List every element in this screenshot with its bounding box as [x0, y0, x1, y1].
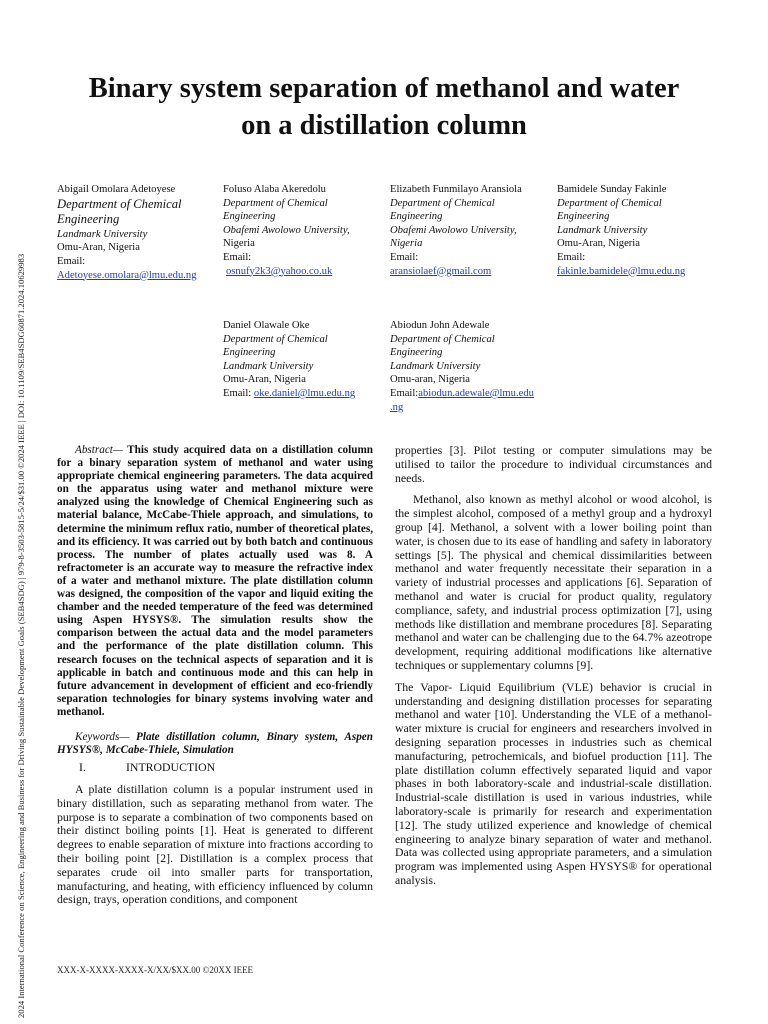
author-email-link[interactable]: abiodun.adewale@lmu.edu — [418, 387, 534, 399]
author-department: Department of Chemical Engineering — [57, 196, 182, 227]
sidebar-citation-text: 2024 International Conference on Science, Engineering and Business for Driving Sustainable Development Goals (SEB4SDG) | 979-8-3503-5815-5/24/$31.00 ©2024 IEEE | DOI: 10.1109/SEB4SDG60871.2024.10629983 — [16, 253, 26, 1018]
author-block-6 — [390, 319, 565, 414]
author-department: Department of Chemical — [390, 197, 495, 209]
conference-sidebar — [4, 0, 24, 1024]
abstract-label: Abstract— — [75, 444, 123, 456]
left-column — [57, 444, 373, 915]
author-name: Elizabeth Funmilayo Aransiola — [390, 184, 522, 195]
author-email-link[interactable]: osnufy2k3@yahoo.co.uk — [226, 265, 333, 277]
keywords-label: Keywords— — [75, 730, 130, 743]
author-block-4 — [557, 183, 732, 278]
author-department: Engineering — [557, 211, 610, 223]
author-department: Engineering — [390, 347, 443, 359]
abstract-paragraph — [57, 444, 373, 719]
title-line-1: Binary system separation of methanol and water — [88, 73, 680, 104]
author-institution: Obafemi Awolowo University, — [223, 224, 350, 236]
title-line-2: on a distillation column — [241, 110, 527, 141]
intro-paragraph-vle: The Vapor- Liquid Equilibrium (VLE) behavior is crucial in understanding and designing distillation processes for separating methanol and water [10]. Understanding the VLE of a methanol-water mixture is crucial for engineers and researchers involved in designing separation processes in industries such as chemical manufacturing, petrochemicals, and biofuel production [11]. The plate distillation column effectively separated liquid and vapor phases in both laboratory-scale and industrial-scale distillation. Industrial-scale distillation is used in various industries, while laboratory-scale is primarily for research and experimentation [12]. The study utilized experience and knowledge of chemical engineering to analyze binary separation of water and methanol. Data was collected using appropriate parameters, and a simulation program was implemented using Aspen HYSYS® for operational analysis. — [395, 679, 712, 887]
author-email-label: Email: — [390, 387, 419, 399]
intro-paragraph-1: A plate distillation column is a popular instrument used in binary distillation, such as separating methanol from water. The purpose is to separate a combination of two components based on their distinct boiling points [1]. Heat is generated to different degrees to enable separation of mixture into fractions according to their boiling point [2]. Distillation is a complex process that separates crude oil into smaller parts for transportation, manufacturing, and heating, with efficiency influenced by column design, trays, operation conditions, and component — [57, 781, 373, 907]
author-name: Abigail Omolara Adetoyese — [57, 184, 176, 195]
author-department: Department of Chemical — [557, 197, 662, 209]
keywords-text: Plate distillation column, Binary system, Aspen HYSYS®, McCabe-Thiele, Simulation — [57, 730, 373, 757]
copyright-footer: XXX-X-XXXX-XXXX-X/XX/$XX.00 ©20XX IEEE — [57, 965, 254, 975]
author-department: Department of Chemical — [223, 197, 328, 209]
paper-title — [50, 70, 718, 144]
abstract-text: This study acquired data on a distillation column for a binary separation system of methanol and water using appropriate chemical engineering parameters. The data acquired on the apparatus using water and methanol mixture were analyzed using the knowledge of Chemical Engineering such as material balance, McCabe-Thiele approach, and simulations, to determine the minimum reflux ratio, number of theoretical plates, and its efficiency. It was carried out by both batch and continuous process. The number of plates actually used was 8. A refractometer is an accurate way to measure the refractive index of a water and methanol mixture. The plate distillation column was designed, the composition of the vapor and liquid exiting the chamber and the needed temperature of the feed was determined using Aspen HYSYS®. The simulation results show the comparison between the actual data and the model parameters and the performance of the plate distillation column. This research focuses on the technical aspects of separation and it is applicable in batch and continuous mode and this can help in future advancement in development of efficient and eco-friendly separation technologies for binary systems involving water and methanol. — [57, 444, 373, 718]
keywords-paragraph — [57, 731, 373, 757]
author-location: Nigeria — [390, 238, 423, 250]
author-institution: Obafemi Awolowo University, — [390, 224, 517, 236]
author-email-label: Email: — [557, 251, 586, 263]
author-institution: Landmark University — [57, 228, 148, 240]
author-block-2 — [223, 183, 398, 278]
author-name: Foluso Alaba Akeredolu — [223, 184, 326, 195]
author-location: Nigeria — [223, 238, 255, 250]
author-department: Department of Chemical — [390, 333, 495, 345]
author-name: Daniel Olawale Oke — [223, 320, 310, 331]
right-column — [395, 444, 712, 896]
author-email-link-continued[interactable]: .ng — [390, 401, 404, 413]
intro-paragraph-continued: properties [3]. Pilot testing or computer simulations may be utilised to tailor the procedure to individual circumstances and needs. — [395, 443, 712, 485]
author-block-5 — [223, 319, 398, 401]
author-institution: Landmark University — [390, 360, 481, 372]
section-title: INTRODUCTION — [126, 760, 216, 775]
author-location: Omu-aran, Nigeria — [390, 374, 471, 386]
author-department: Engineering — [390, 211, 443, 223]
author-department: Engineering — [223, 211, 276, 223]
author-email-label: Email: — [223, 387, 254, 399]
author-email-link[interactable]: fakinle.bamidele@lmu.edu.ng — [557, 265, 686, 277]
author-email-label: Email: — [223, 251, 252, 263]
author-email-label: Email: — [390, 251, 419, 263]
author-name: Abiodun John Adewale — [390, 320, 490, 331]
author-email-link[interactable]: oke.daniel@lmu.edu.ng — [253, 387, 356, 399]
author-block-3 — [390, 183, 565, 278]
author-location: Omu-Aran, Nigeria — [557, 238, 640, 250]
author-name: Bamidele Sunday Fakinle — [557, 184, 667, 195]
author-email-label: Email: — [57, 255, 86, 267]
author-institution: Landmark University — [223, 360, 314, 372]
author-block-1 — [57, 183, 217, 282]
author-email-link[interactable]: Adetoyese.omolara@lmu.edu.ng — [57, 269, 197, 281]
author-department: Engineering — [223, 347, 276, 359]
author-email-link[interactable]: aransiolaef@gmail.com — [390, 265, 492, 277]
author-institution: Landmark University — [557, 224, 648, 236]
author-department: Department of Chemical — [223, 333, 328, 345]
intro-paragraph-methanol: Methanol, also known as methyl alcohol or wood alcohol, is the simplest alcohol, composed of a methyl group and a hydroxyl group [4]. Methanol, a solvent with a lower boiling point than water, is chosen due to its ease of handling and safety in laboratory settings [5]. The physical and chemical dissimilarities between methanol and water frequently necessitate their separation in a variety of industrial processes and applications [6]. Separation of methanol and water is crucial for product quality, regulatory compliance, safety, and industrial process optimization [7], using methods like distillation and membrane procedures [8]. Separating methanol and water can be challenging due to the 64.7% azeotrope development, requiring additional modifications like alternative techniques or supplementary columns [9]. — [395, 492, 712, 672]
author-location: Omu-Aran, Nigeria — [223, 374, 306, 386]
section-number: I. — [79, 760, 86, 775]
author-location: Omu-Aran, Nigeria — [57, 242, 140, 254]
section-heading-introduction — [57, 761, 373, 775]
